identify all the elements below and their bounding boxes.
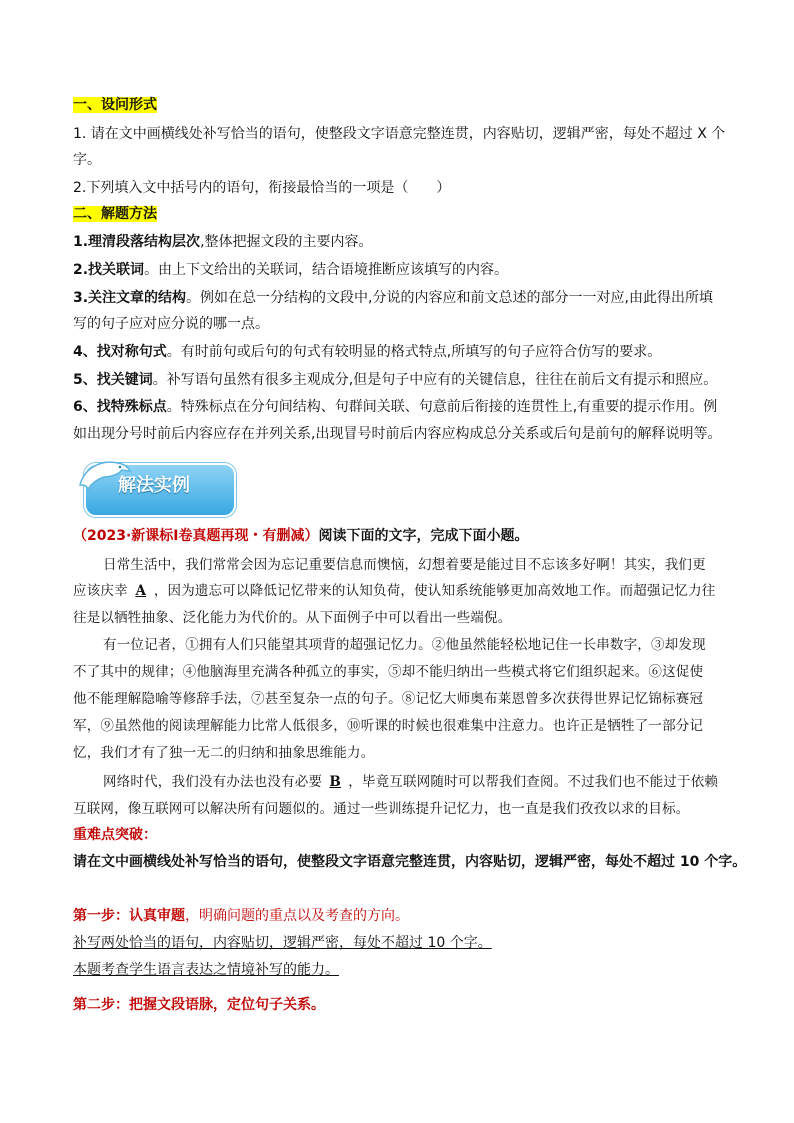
step-1: 第一步：认真审题，明确问题的重点以及考查的方向。 [73, 908, 409, 924]
blank-a: A [135, 583, 147, 599]
passage-p2-line1: 有一位记者，①拥有人们只能望其项背的超强记忆力。②他虽然能轻松地记住一长串数字，③却发现 [103, 637, 706, 653]
step-2: 第二步：把握文段语脉，定位句子关系。 [73, 997, 325, 1013]
breakthrough-question: 请在文中画横线处补写恰当的语句，使整段文字语意完整连贯，内容贴切，逻辑严密，每处不超过 10 个字。 [73, 854, 747, 870]
example-header: （2023·新课标Ⅰ卷真题再现・有删减）阅读下面的文字，完成下面小题。 [73, 528, 529, 544]
method-3-continued: 写的句子应对应分说的哪一点。 [73, 316, 269, 332]
question-form-1: 1. 请在文中画横线处补写恰当的语句，使整段文字语意完整连贯，内容贴切，逻辑严密，每处不超过 X 个 [73, 126, 726, 142]
method-6: 6、找特殊标点。特殊标点在分句间结构、句群间关联、句意前后衔接的连贯性上,有重要的提示作用。例 [73, 399, 718, 415]
step-1-detail-1: 补写两处恰当的语句，内容贴切，逻辑严密，每处不超过 10 个字。 [73, 935, 492, 951]
step-1-detail-2: 本题考查学生语言表达之情境补写的能力。 [73, 962, 339, 978]
passage-p3-line2: 互联网，像互联网可以解决所有问题似的。通过一些训练提升记忆力，也一直是我们孜孜以求的目标。 [73, 801, 690, 817]
passage-p3-line1: 网络时代，我们没有办法也没有必要 B ，毕竟互联网随时可以帮我们查阅。不过我们也不能过于依赖 [103, 774, 719, 790]
section-heading-question-forms: 一、设问形式 [73, 97, 157, 113]
passage-p2-line5: 忆，我们才有了独一无二的归纳和抽象思维能力。 [73, 745, 375, 761]
breakthrough-heading: 重难点突破： [73, 827, 157, 843]
question-form-2: 2.下列填入文中括号内的语句，衔接最恰当的一项是（ ） [73, 180, 451, 196]
passage-p2-line3: 他不能理解隐喻等修辞手法，⑦甚至复杂一点的句子。⑧记忆大师奥布莱恩曾多次获得世界记忆锦标赛冠 [73, 691, 704, 707]
passage-p2-line4: 军，⑨虽然他的阅读理解能力比常人低很多，⑩听课的时候也很难集中注意力。也许正是牺牲了一部分记 [73, 718, 704, 734]
method-6-continued: 如出现分号时前后内容应存在并列关系,出现冒号时前后内容应构成总分关系或后句是前句的解释说明等。 [73, 426, 722, 442]
method-4: 4、找对称句式。有时前句或后句的句式有较明显的格式特点,所填写的句子应符合仿写的要求。 [73, 344, 662, 360]
method-2: 2.找关联词。由上下文给出的关联词，结合语境推断应该填写的内容。 [73, 262, 509, 278]
section-heading-methods: 二、解题方法 [73, 206, 157, 222]
passage-p1-line2: 应该庆幸 A ，因为遗忘可以降低记忆带来的认知负荷，使认知系统能够更加高效地工作。而超强记忆力往 [73, 583, 716, 599]
solution-example-banner [74, 455, 234, 517]
blank-b: B [329, 774, 342, 790]
method-5: 5、找关键词。补写语句虽然有很多主观成分,但是句子中应有的关键信息，往往在前后文有提示和照应。 [73, 372, 718, 388]
method-3: 3.关注文章的结构。例如在总一分结构的文段中,分说的内容应和前文总述的部分一一对应,由此得出所填 [73, 290, 713, 306]
question-form-1-continued: 字。 [73, 152, 101, 168]
passage-p1-line1: 日常生活中，我们常常会因为忘记重要信息而懊恼，幻想着要是能过目不忘该多好啊！其实，我们更 [103, 557, 706, 573]
banner-label: 解法实例 [118, 475, 190, 496]
method-1: 1.理清段落结构层次,整体把握文段的主要内容。 [73, 234, 373, 250]
passage-p2-line2: 不了其中的规律；④他脑海里充满各种孤立的事实，⑤却不能归纳出一些模式将它们组织起来。⑥这促使 [73, 664, 704, 680]
passage-p1-line3: 往是以牺牲抽象、泛化能力为代价的。从下面例子中可以看出一些端倪。 [73, 610, 512, 626]
